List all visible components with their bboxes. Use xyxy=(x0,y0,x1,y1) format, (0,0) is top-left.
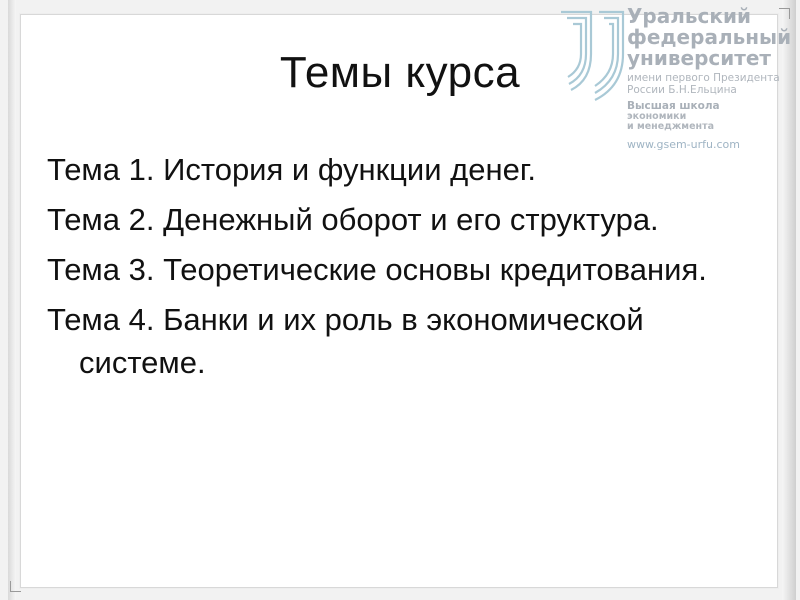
logo-school: Высшая школа xyxy=(627,100,720,112)
topic-list xyxy=(47,148,767,391)
slide-title: Темы курса xyxy=(279,48,521,97)
topic-item: Тема 2. Денежный оборот и его структура. xyxy=(47,202,659,237)
logo-subtitle: имени первого Президента xyxy=(627,72,780,84)
logo-url: www.gsem-urfu.com xyxy=(627,138,740,151)
topic-item: Тема 3. Теоретические основы кредитования. xyxy=(47,252,707,287)
topic-item: Тема 4. Банки и их роль в экономической системе. xyxy=(47,302,644,380)
logo-school: экономики xyxy=(627,111,687,122)
logo-line: университет xyxy=(627,46,772,70)
logo-line: федеральный xyxy=(627,25,792,49)
corner-mark xyxy=(10,581,21,592)
logo-school: и менеджмента xyxy=(627,121,714,132)
topic-item: Тема 1. История и функции денег. xyxy=(47,152,536,187)
logo-subtitle: России Б.Н.Ельцина xyxy=(627,84,737,96)
logo-line: Уральский xyxy=(627,4,751,28)
